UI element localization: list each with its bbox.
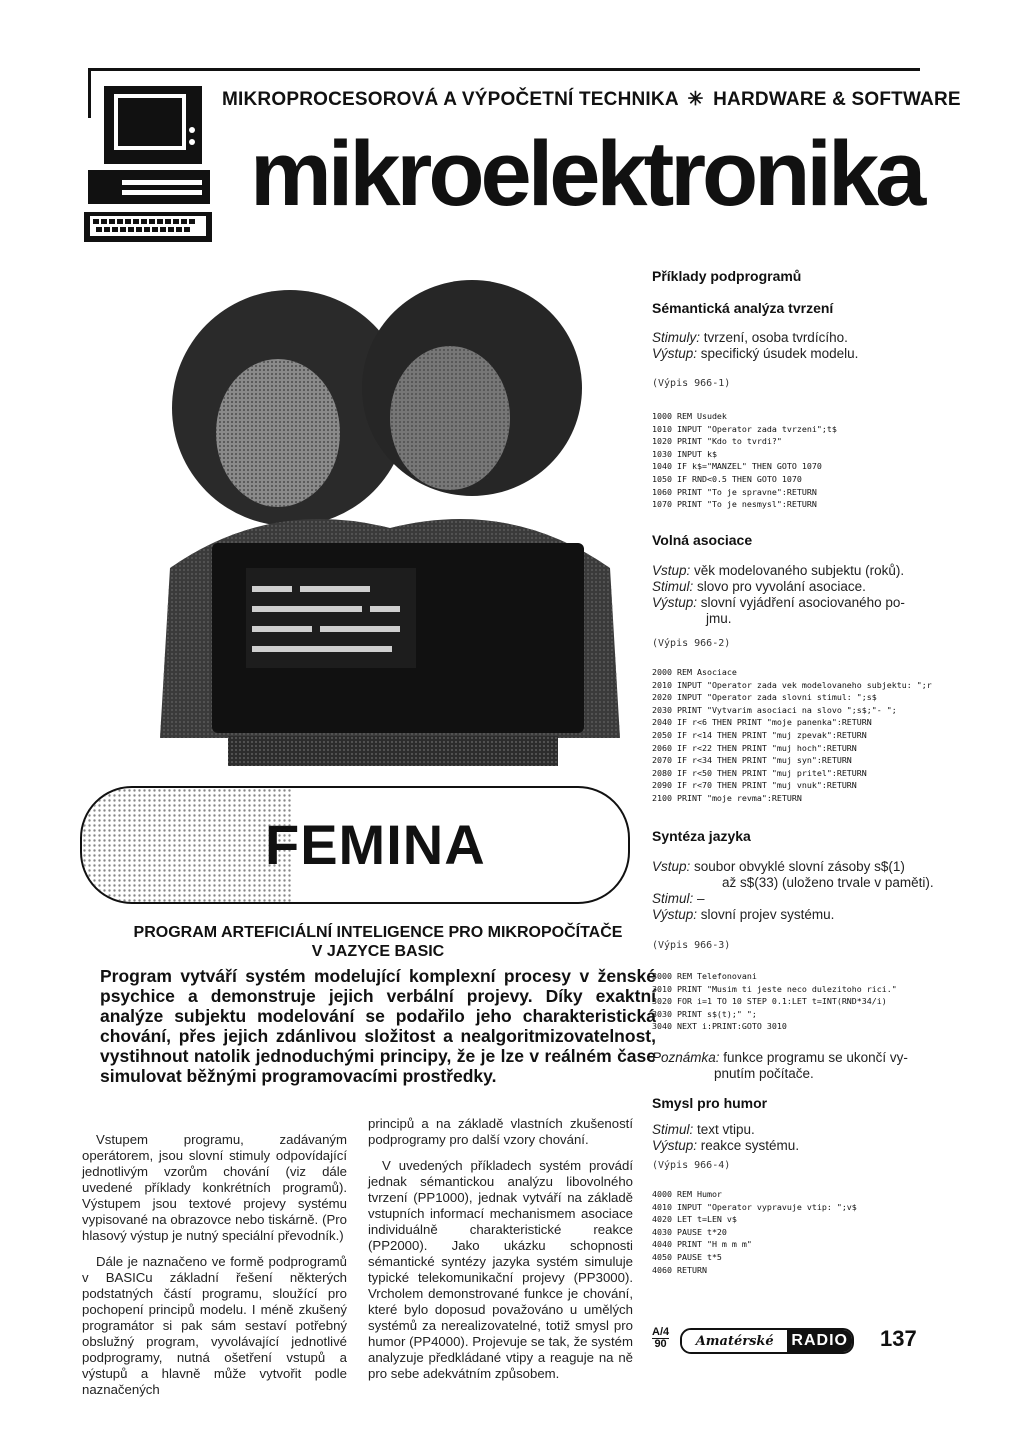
s3-l1-text: soubor obvyklé slovní zásoby s$(1) — [690, 859, 905, 874]
s4-vystup-line — [652, 1138, 972, 1154]
s2-vystup-cont: jmu. — [706, 611, 732, 626]
s4-l1-label: Stimul: — [652, 1122, 694, 1137]
computer-logo-icon — [82, 80, 214, 248]
s1-vystup-line — [652, 346, 972, 362]
s3-note-cont: pnutím počítače. — [714, 1066, 814, 1081]
body-column-2 — [368, 1116, 633, 1392]
s3-note-line — [652, 1050, 972, 1066]
s2-vstup-line — [652, 563, 972, 579]
section-title-association: Volná asociace — [652, 532, 753, 548]
feature-title: FEMINA — [265, 813, 486, 876]
logo-right: RADIO — [787, 1330, 852, 1352]
section-title-synthesis: Syntéza jazyka — [652, 828, 751, 844]
s1-l2-text: specifický úsudek modelu. — [697, 346, 859, 361]
body-column-1 — [82, 1132, 347, 1408]
s1-stimuly-line — [652, 330, 972, 346]
code-listing-2: 2000 REM Asociace 2010 INPUT "Operator zada vek modelovaneho subjektu: ";r 2020 INPUT "Operator zada slovni stimul: ";s$ 2030 PRINT "Vytvarim asociaci na slovo ";s$;"- "; 2040 IF r<6 THEN PRINT "moje panenka":RETURN 2050 IF r<14 THEN PRINT "muj zpevak":RETURN 2060 IF r<22 THEN PRINT "muj hoch":RETURN 2070 IF r<34 THEN PRINT "muj syn":RETURN 2080 IF r<50 THEN PRINT "muj pritel":RETURN 2090 IF r<70 THEN PRINT "muj vnuk":RETURN 2100 PRINT "moje revma":RETURN — [652, 667, 932, 803]
body-paragraph: Dále je naznačeno ve formě podprogramů v BASICu základní řešení některých podstatných částí programu, sloužící pro pochopení principů modelu. I méně zkušený programátor si pak sám sestaví potřebný obslužný program, vyvolávající jednotlivé podprogramy, nutná ošetření vstupů a výstupů a hlavně může vytvořit podle naznačených — [82, 1254, 347, 1397]
s1-l2-label: Výstup: — [652, 346, 698, 361]
header-kicker — [222, 88, 961, 111]
s1-l1-label: Stimuly: — [652, 330, 701, 345]
body-paragraph: Vstupem programu, zadávaným operátorem, jsou slovní stimuly odpovídající jednotlivým vzorům chování (viz dále uvedené příklady konkrétních programů). Výstupem jsou textové projevy systému vypisované na obrazovce nebo tiskárně. (Pro hlasový výstup je nutný speciální převodník.) — [82, 1132, 347, 1243]
s3-l2-text: – — [693, 891, 705, 906]
s4-l1-text: text vtipu. — [693, 1122, 755, 1137]
s4-l2-text: reakce systému. — [697, 1138, 800, 1153]
s3-note-label: Poznámka: — [652, 1050, 720, 1065]
s2-stimul-line — [652, 579, 972, 595]
logo-left: Amatérské — [682, 1330, 787, 1352]
issue-bottom: 90 — [654, 1338, 667, 1350]
masthead: mikroelektronika — [250, 123, 923, 225]
s1-l1-text: tvrzení, osoba tvrdícího. — [700, 330, 848, 345]
section-title-humor: Smysl pro humor — [652, 1095, 768, 1111]
issue-number — [652, 1327, 669, 1350]
s3-l1-label: Vstup: — [652, 859, 691, 874]
code-listing-1: 1000 REM Usudek 1010 INPUT "Operator zada tvrzeni";t$ 1020 PRINT "Kdo to tvrdi?" 1030 INPUT k$ 1040 IF k$="MANZEL" THEN GOTO 1070 1050 IF RND<0.5 THEN GOTO 1070 1060 PRINT "To je spravne":RETURN 1070 PRINT "To je nesmysl":RETURN — [652, 411, 837, 510]
issue-top: A/4 — [652, 1326, 670, 1338]
s3-note-text: funkce programu se ukončí vy- — [719, 1050, 908, 1065]
s2-l2-text: slovo pro vyvolání asociace. — [693, 579, 866, 594]
page-number: 137 — [880, 1326, 917, 1351]
s3-vstup-cont: až s$(33) (uloženo trvale v paměti). — [722, 875, 934, 890]
s2-l3-text: slovní vyjádření asociovaného po- — [697, 595, 905, 610]
s3-vystup-line — [652, 907, 972, 923]
header-rule — [88, 68, 920, 71]
kicker-left: MIKROPROCESOROVÁ A VÝPOČETNÍ TECHNIKA — [222, 89, 679, 110]
listing-label-1: (Výpis 966-1) — [652, 378, 731, 389]
feature-subtitle-2: V JAZYCE BASIC — [311, 943, 445, 960]
s3-stimul-line — [652, 891, 972, 907]
s3-l3-label: Výstup: — [652, 907, 698, 922]
code-listing-4: 4000 REM Humor 4010 INPUT "Operator vypravuje vtip: ";v$ 4020 LET t=LEN v$ 4030 PAUSE t*20 4040 PRINT "H m m m" 4050 PAUSE t*5 4060 RETURN — [652, 1189, 857, 1275]
section-title-semantic: Sémantická analýza tvrzení — [652, 300, 834, 316]
s3-vstup-line — [652, 859, 972, 875]
body-paragraph: V uvedených příkladech systém provádí jednak sémantickou analýzu libovolného tvrzení (PP1000), jednak vytváří na základě vstupních informací mechanismem asociace individuálně charakteristické reakce (PP2000). Jako ukázku schopnosti sémantické syntézy jazyka systém simuluje typické telekomunikační projevy (PP3000). Vrcholem demonstrované funkce je chování, které bylo doposud považováno u umělých systémů za nerealizovatelné, totiž smysl pro humor (PP4000). Projevuje se tak, že systém analyzuje předkládané vtipy a reaguje na ně pro sebe adekvátním způsobem. — [368, 1158, 633, 1381]
magazine-logo — [680, 1328, 854, 1354]
photo-two-women-with-computer — [150, 268, 630, 788]
s2-l3-label: Výstup: — [652, 595, 698, 610]
star-icon: ✳ — [687, 89, 704, 110]
examples-title: Příklady podprogramů — [652, 268, 802, 284]
listing-label-4: (Výpis 966-4) — [652, 1160, 731, 1171]
s2-l2-label: Stimul: — [652, 579, 694, 594]
s2-l1-label: Vstup: — [652, 563, 691, 578]
s3-l2-label: Stimul: — [652, 891, 694, 906]
body-paragraph: principů a na základě vlastních zkušeností podprogramy pro další vzory chování. — [368, 1116, 633, 1147]
s3-l3-text: slovní projev systému. — [697, 907, 835, 922]
s4-l2-label: Výstup: — [652, 1138, 698, 1153]
s2-vystup-line — [652, 595, 972, 611]
lead-paragraph: Program vytváří systém modelující komplexní procesy v ženské psychice a demonstruje jejich verbální projevy. Díky exaktní analýze subjektu modelování se podařilo jeho charakteristická chování, přes jejich zdánlivou složitost a nealgoritmizovatelnost, vystihnout natolik jednoduchými principy, že je lze v reálném čase simulovat běžnými programovacími prostředky. — [100, 966, 656, 1086]
kicker-right: HARDWARE & SOFTWARE — [713, 89, 961, 110]
listing-label-2: (Výpis 966-2) — [652, 638, 731, 649]
code-listing-3: 3000 REM Telefonovani 3010 PRINT "Musim ti jeste neco dulezitoho rici." 3020 FOR i=1 TO 10 STEP 0.1:LET t=INT(RND*34/i) 3030 PRINT s$(t);" "; 3040 NEXT i:PRINT:GOTO 3010 — [652, 971, 897, 1032]
feature-subtitle-1: PROGRAM ARTEFICIÁLNÍ INTELIGENCE PRO MIKROPOČÍTAČE — [133, 924, 623, 941]
s4-stimul-line — [652, 1122, 972, 1138]
listing-label-3: (Výpis 966-3) — [652, 940, 731, 951]
s2-l1-text: věk modelovaného subjektu (roků). — [690, 563, 905, 578]
